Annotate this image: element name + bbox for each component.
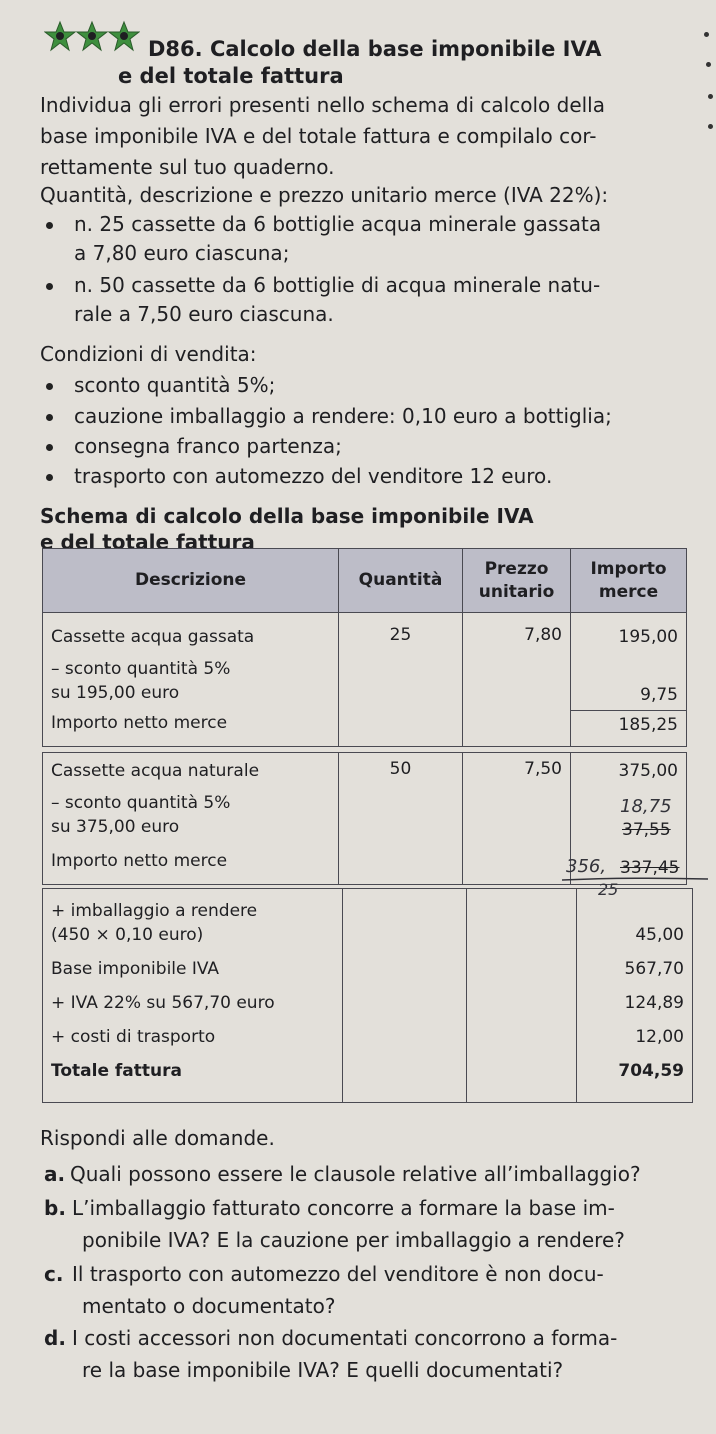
- header-quantita: Quantità: [339, 549, 463, 613]
- header-importo-line1: Importo: [590, 558, 667, 579]
- margin-dot: [708, 124, 713, 129]
- block1-amount-cell: [571, 613, 687, 747]
- table-row: [43, 889, 693, 1103]
- question-line: mentato o documentato?: [82, 1294, 336, 1318]
- total-label: Totale fattura: [51, 1061, 182, 1081]
- question-line: I costi accessori non documentati concorrono a forma-: [72, 1326, 618, 1350]
- question-line: L’imballaggio fatturato concorre a formare la base im-: [72, 1196, 615, 1220]
- bullet: [46, 414, 53, 421]
- header-prezzo-line1: Prezzo: [484, 558, 549, 579]
- condition-item: consegna franco partenza;: [74, 434, 342, 458]
- hand-underline: [560, 876, 710, 884]
- header-prezzo: [463, 549, 571, 613]
- block1-desc-cell: [43, 613, 339, 747]
- goods-item-line: a 7,80 euro ciascuna;: [74, 241, 290, 265]
- empty-cell: [343, 889, 467, 1103]
- block2-desc: Cassette acqua naturale: [51, 761, 260, 781]
- goods-item-line: rale a 7,50 euro ciascuna.: [74, 302, 334, 326]
- vat-amount: 124,89: [624, 993, 684, 1013]
- hand-net-left: 356,: [566, 856, 607, 877]
- intro-line: base imponibile IVA e del totale fattura e compilalo cor-: [40, 124, 597, 148]
- bullet: [46, 444, 53, 451]
- exercise-title: [148, 30, 602, 68]
- header-importo: [571, 549, 687, 613]
- exercise-title-line1: Calcolo della base imponibile IVA: [209, 37, 602, 61]
- schema-title-line1: Schema di calcolo della base imponibile IVA: [40, 504, 534, 528]
- block1-amount: 195,00: [618, 627, 678, 647]
- margin-dot: [708, 94, 713, 99]
- goods-item-line: n. 50 cassette da 6 bottiglie di acqua minerale natu-: [74, 273, 601, 297]
- block2-qty: 50: [339, 753, 463, 885]
- margin-dot: [704, 32, 709, 37]
- bullet: [46, 474, 53, 481]
- question-letter: d.: [44, 1326, 66, 1350]
- exercise-code: D86.: [148, 37, 203, 61]
- block1-net-amount: 185,25: [571, 710, 686, 737]
- block2-net-label: Importo netto merce: [51, 851, 228, 871]
- header-prezzo-line2: unitario: [478, 581, 555, 602]
- conditions-heading: Condizioni di vendita:: [40, 342, 257, 366]
- transport-label: + costi di trasporto: [51, 1027, 216, 1047]
- goods-heading: Quantità, descrizione e prezzo unitario merce (IVA 22%):: [40, 183, 609, 207]
- vat-label: + IVA 22% su 567,70 euro: [51, 993, 275, 1013]
- condition-item: sconto quantità 5%;: [74, 373, 276, 397]
- packaging-line2: (450 × 0,10 euro): [51, 925, 204, 945]
- goods-item-line: n. 25 cassette da 6 bottiglie acqua minerale gassata: [74, 212, 602, 236]
- block2-amount: 375,00: [618, 761, 678, 781]
- total-amount: 704,59: [618, 1061, 684, 1081]
- schema-title-line2: e del totale fattura: [40, 530, 255, 554]
- block1-discount-line1: – sconto quantità 5%: [51, 659, 231, 679]
- block2-desc-cell: [43, 753, 339, 885]
- difficulty-stars-icon: [44, 20, 140, 54]
- block2-discount-amount: 37,55: [622, 820, 671, 840]
- question-letter: b.: [44, 1196, 66, 1220]
- condition-item: trasporto con automezzo del venditore 12 euro.: [74, 464, 553, 488]
- hand-net-below: 25: [598, 880, 619, 899]
- schema-table-bottom: [42, 888, 693, 1103]
- block2-price: 7,50: [463, 753, 571, 885]
- transport-amount: 12,00: [635, 1027, 684, 1047]
- condition-item: cauzione imballaggio a rendere: 0,10 euro a bottiglia;: [74, 404, 612, 428]
- question-letter: a.: [44, 1162, 66, 1186]
- block1-net-label: Importo netto merce: [51, 713, 228, 733]
- block2-discount-line2: su 375,00 euro: [51, 817, 180, 837]
- question-line: ponibile IVA? E la cauzione per imballaggio a rendere?: [82, 1228, 625, 1252]
- schema-table-top: [42, 548, 687, 747]
- base-label: Base imponibile IVA: [51, 959, 220, 979]
- header-importo-line2: merce: [598, 581, 659, 602]
- exercise-title-line2: e del totale fattura: [118, 64, 344, 88]
- packaging-amount: 45,00: [635, 925, 684, 945]
- bullet: [46, 283, 53, 290]
- block1-discount-line2: su 195,00 euro: [51, 683, 180, 703]
- margin-dot: [706, 62, 711, 67]
- empty-cell: [467, 889, 577, 1103]
- intro-line: rettamente sul tuo quaderno.: [40, 155, 335, 179]
- block1-qty: 25: [339, 613, 463, 747]
- question-line: Quali possono essere le clausole relative all’imballaggio?: [70, 1162, 641, 1186]
- packaging-line1: + imballaggio a rendere: [51, 901, 258, 921]
- hand-correction-discount: 18,75: [620, 796, 672, 817]
- block1-discount-amount: 9,75: [640, 685, 678, 705]
- question-line: Il trasporto con automezzo del venditore è non docu-: [72, 1262, 604, 1286]
- block2-net-amount: 337,45: [620, 858, 680, 878]
- block1-desc: Cassette acqua gassata: [51, 627, 255, 647]
- header-descrizione: Descrizione: [43, 549, 339, 613]
- block2-discount-line1: – sconto quantità 5%: [51, 793, 231, 813]
- question-line: re la base imponibile IVA? E quelli documentati?: [82, 1358, 564, 1382]
- bullet: [46, 222, 53, 229]
- table-row: [43, 613, 687, 747]
- block3-labels-cell: [43, 889, 343, 1103]
- intro-line: Individua gli errori presenti nello schema di calcolo della: [40, 93, 605, 117]
- table-header-row: [43, 549, 687, 613]
- question-letter: c.: [44, 1262, 64, 1286]
- block3-amounts-cell: [577, 889, 693, 1103]
- block1-price: 7,80: [463, 613, 571, 747]
- base-amount: 567,70: [624, 959, 684, 979]
- bullet: [46, 383, 53, 390]
- questions-heading: Rispondi alle domande.: [40, 1126, 275, 1150]
